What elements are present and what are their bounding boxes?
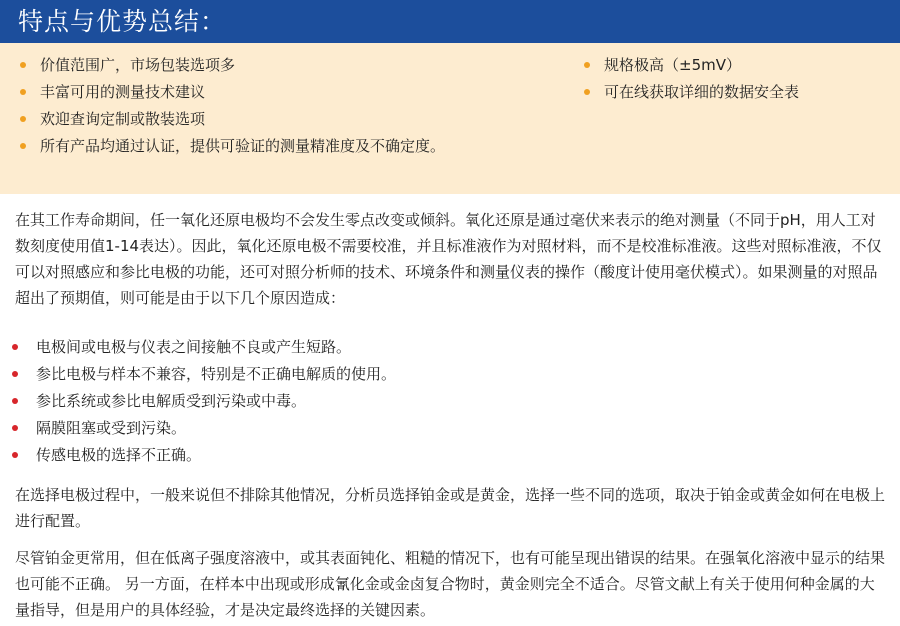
summary-panel — [0, 43, 900, 194]
summary-item: 所有产品均通过认证，提供可验证的测量精准度及不确定度。 — [16, 136, 576, 156]
list-item: 传感电极的选择不正确。 — [12, 445, 872, 465]
header-title: 特点与优势总结： — [18, 7, 227, 36]
bullet-dot-icon — [584, 62, 590, 68]
bullet-dot-icon — [12, 371, 18, 377]
cause-list — [12, 337, 872, 472]
list-item: 电极间或电极与仪表之间接触不良或产生短路。 — [12, 337, 872, 357]
summary-item: 规格极高（±5mV） — [580, 55, 890, 75]
bullet-dot-icon — [12, 452, 18, 458]
list-item: 参比系统或参比电解质受到污染或中毒。 — [12, 391, 872, 411]
page-header — [0, 0, 900, 43]
summary-left-column — [16, 55, 576, 163]
bullet-dot-icon — [20, 143, 26, 149]
list-item: 隔膜阻塞或受到污染。 — [12, 418, 872, 438]
bullet-dot-icon — [12, 344, 18, 350]
bullet-dot-icon — [20, 89, 26, 95]
bullet-dot-icon — [584, 89, 590, 95]
bullet-dot-icon — [12, 425, 18, 431]
body-paragraph-1: 在其工作寿命期间，任一氧化还原电极均不会发生零点改变或倾斜。氧化还原是通过毫伏来表示的绝对测量（不同于pH，用人工对数刻度使用值1-14表达）。因此，氧化还原电极不需要校准，并且标准液作为对照材料，而不是校准标准液。这些对照标准液，不仅可以对照感应和参比电极的功能，还可对照分析师的技术、环境条件和测量仪表的操作（酸度计使用毫伏模式）。如果测量的对照品超出了预期值，则可能是由于以下几个原因造成： — [15, 211, 882, 307]
bullet-dot-icon — [20, 116, 26, 122]
summary-item: 丰富可用的测量技术建议 — [16, 82, 576, 102]
summary-item: 可在线获取详细的数据安全表 — [580, 82, 890, 102]
summary-item: 价值范围广，市场包装选项多 — [16, 55, 576, 75]
body-paragraph-2: 在选择电极过程中，一般来说但不排除其他情况，分析员选择铂金或是黄金，选择一些不同的选项，取决于铂金或黄金如何在电极上进行配置。 — [15, 486, 886, 530]
list-item: 参比电极与样本不兼容，特别是不正确电解质的使用。 — [12, 364, 872, 384]
bullet-dot-icon — [12, 398, 18, 404]
body-paragraph-3: 尽管铂金更常用，但在低离子强度溶液中，或其表面钝化、粗糙的情况下，也有可能呈现出错误的结果。在强氧化溶液中显示的结果也可能不正确。 另一方面，在样本中出现或形成氰化金或金卤复合物时，黄金则完全不适合。尽管文献上有关于使用何种金属的大量指导，但是用户的具体经验，才是决定最终选择的关键因素。 — [15, 549, 886, 619]
bullet-dot-icon — [20, 62, 26, 68]
summary-right-column — [580, 55, 890, 109]
summary-item: 欢迎查询定制或散装选项 — [16, 109, 576, 129]
